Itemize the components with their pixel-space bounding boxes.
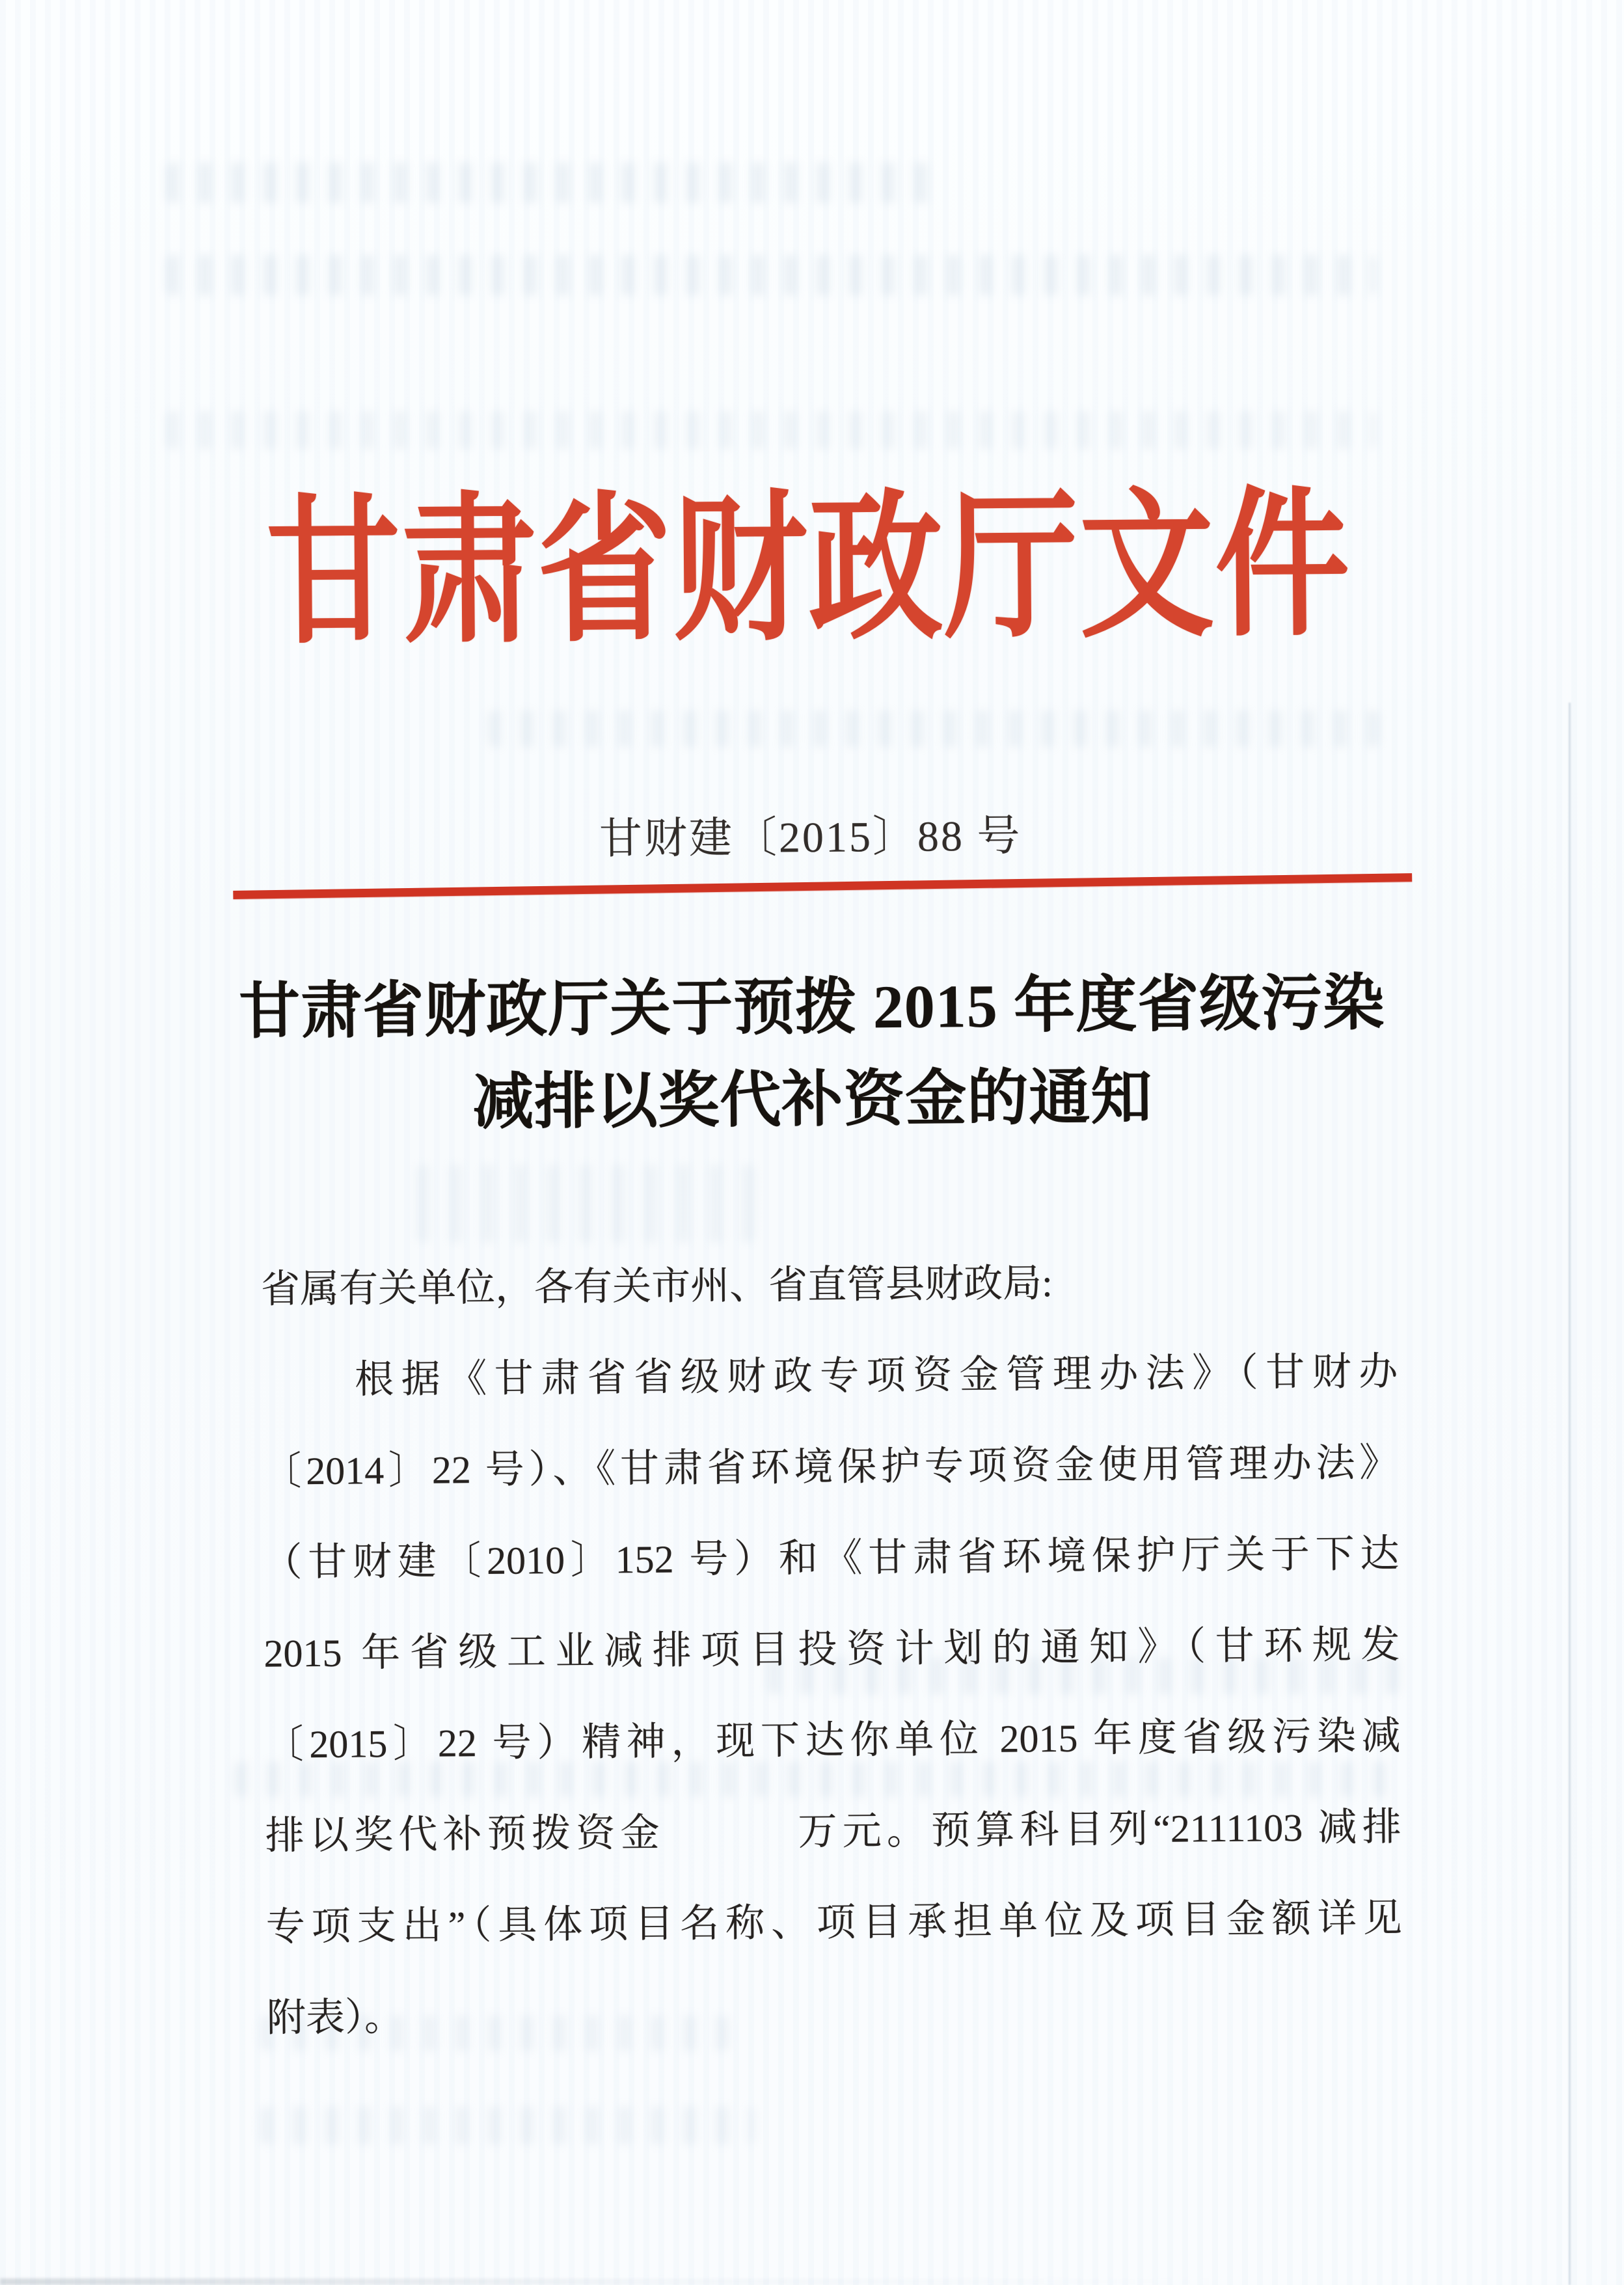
red-divider-line (233, 873, 1412, 899)
document-body (261, 1235, 1403, 2064)
body-line: 〔2014〕22 号）、《甘肃省环境保护专项资金使用管理办法》 (262, 1440, 1399, 1493)
scan-edge-artifact (1569, 703, 1571, 2285)
body-line: 根据《甘肃省省级财政专项资金管理办法》（甘财办 (261, 1349, 1398, 1402)
scan-bottom-shadow (0, 2278, 1624, 2285)
body-line: 〔2015〕22 号）精神，现下达你单位 2015 年度省级污染减 (264, 1714, 1401, 1766)
document-number: 甘财建〔2015〕88 号 (599, 812, 1022, 863)
body-line: 省属有关单位，各有关市州、省直管县财政局: (260, 1262, 1053, 1311)
agency-letterhead: 甘肃省财政厅文件 (265, 478, 1351, 664)
body-line: 专项支出”（具体项目名称、项目承担单位及项目金额详见 (265, 1896, 1403, 1949)
body-line: 附表）。 (266, 1995, 404, 2040)
body-line: （甘财建〔2010〕152 号）和《甘肃省环境保护厅关于下达 (263, 1532, 1400, 1584)
body-line: 2015 年省级工业减排项目投资计划的通知》（甘环规发 (264, 1623, 1400, 1675)
document-title-line-1: 甘肃省财政厅关于预拨 2015 年度省级污染 (238, 969, 1385, 1046)
document-title (0, 955, 1624, 1153)
body-line: 排以奖代补预拨资金 万元。预算科目列“2111103 减排 (265, 1805, 1401, 1858)
document-title-line-2: 减排以奖代补资金的通知 (472, 1063, 1153, 1137)
